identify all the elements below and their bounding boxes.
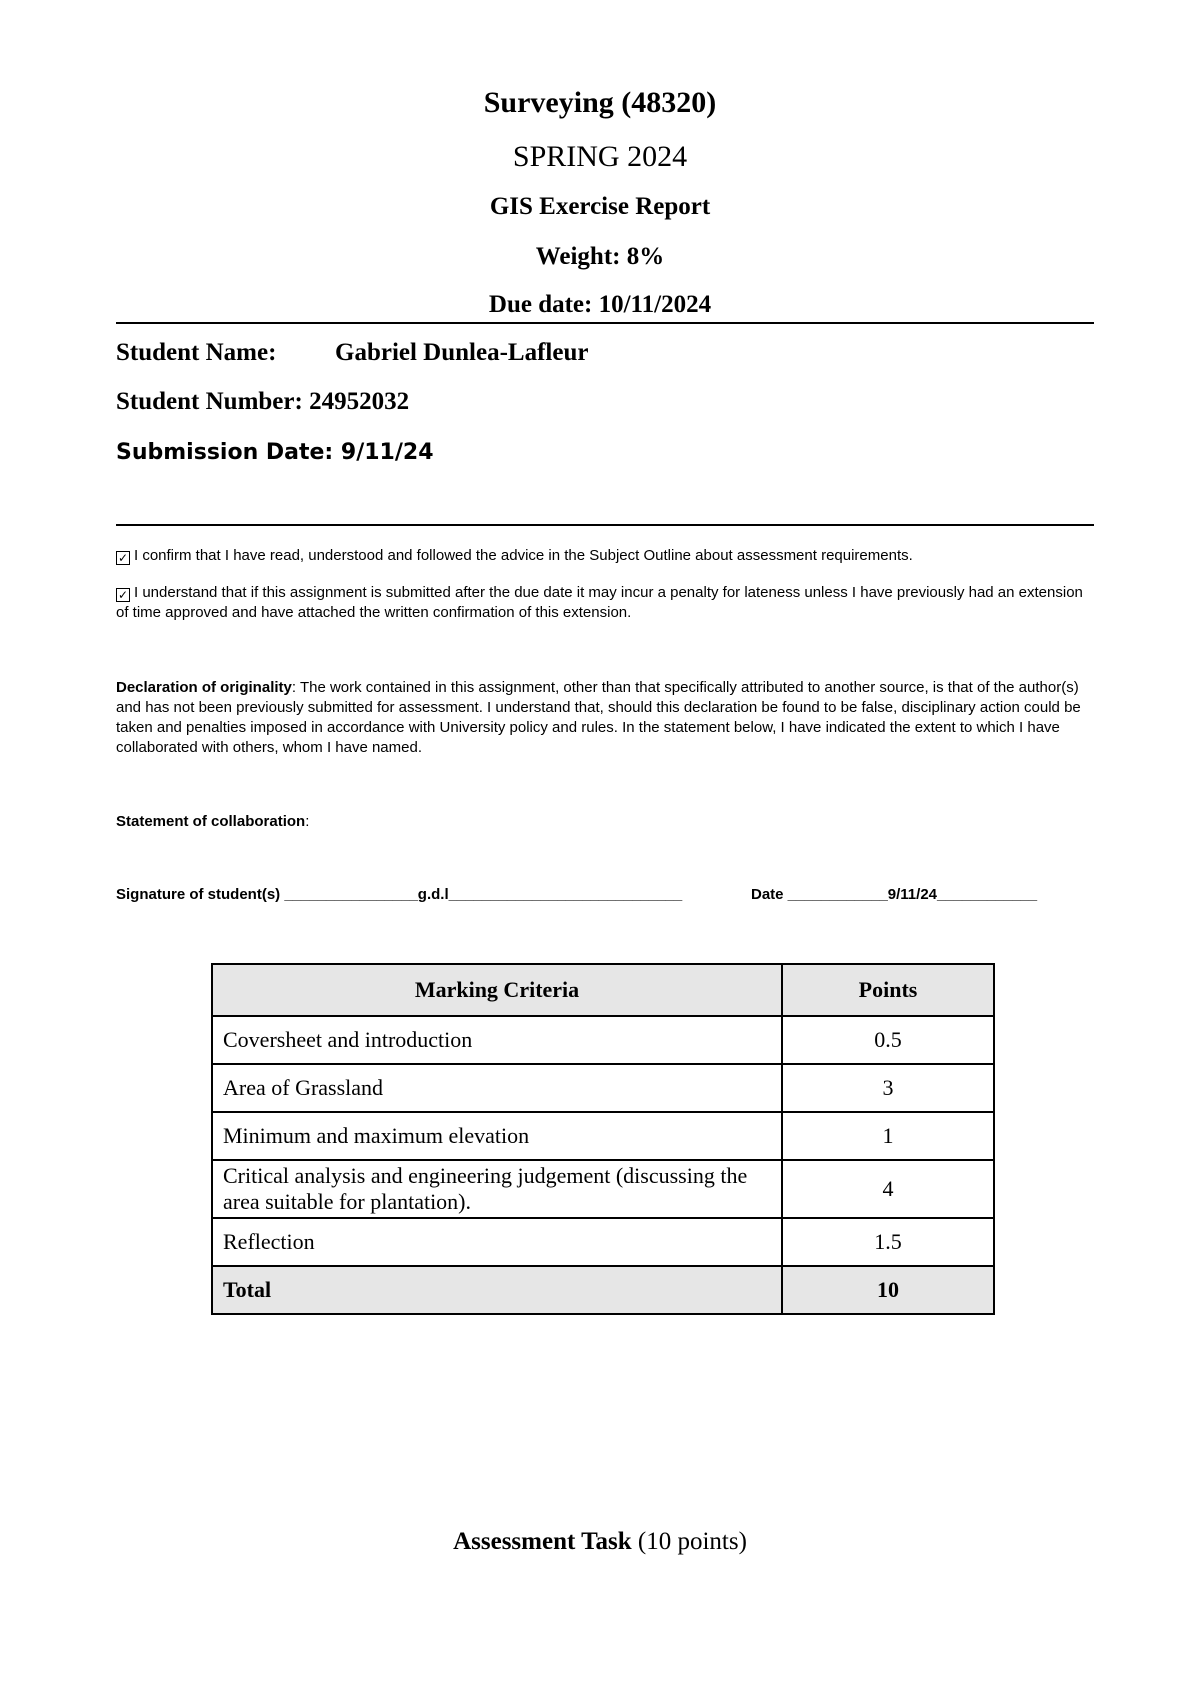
declaration-of-originality [116,678,1094,758]
marking-criteria-table [211,963,995,1315]
checked-box-icon: ✓ [117,588,129,602]
confirm-outline-text: I confirm that I have read, understood and followed the advice in the Subject Outline about assessment requirements. [134,547,913,564]
signature-date: Date ____________9/11/24____________ [751,886,1038,903]
points-cell: 1.5 [782,1218,994,1266]
collaboration-colon: : [305,813,310,830]
student-name-label: Student Name: [116,339,277,366]
collaboration-label: Statement of collaboration [116,813,306,830]
assessment-task-label: Assessment Task [453,1528,632,1555]
criteria-cell: Reflection [212,1218,782,1266]
table-row [212,1112,994,1160]
student-number: Student Number: 24952032 [116,388,410,415]
points-cell: 4 [782,1160,994,1218]
report-title: GIS Exercise Report [489,193,711,220]
table-total-row [212,1266,994,1314]
criteria-cell: Minimum and maximum elevation [212,1112,782,1160]
table-row [212,1064,994,1112]
criteria-header: Marking Criteria [212,964,782,1016]
table-row [212,1160,994,1218]
declaration-label: Declaration of originality [116,679,292,696]
total-label: Total [212,1266,782,1314]
lateness-penalty-text: I understand that if this assignment is submitted after the due date it may incur a penalty for lateness unless I have previously had an extension of time approved and have attached the written confirmation of this extension. [116,584,1083,621]
signature-row [116,885,1094,905]
semester: SPRING 2024 [512,140,688,173]
course-title: Surveying (48320) [483,86,717,119]
divider-top [116,322,1094,324]
signature-line: Signature of student(s) ________________g.d.l____________________________ [116,886,683,903]
assessment-task-heading [0,1528,1200,1556]
submission-date: Submission Date: 9/11/24 [116,440,434,465]
table-header-row [212,964,994,1016]
confirm-outline-check [116,546,1094,566]
points-cell: 1 [782,1112,994,1160]
points-cell: 0.5 [782,1016,994,1064]
due-date: Due date: 10/11/2024 [488,291,712,318]
points-cell: 3 [782,1064,994,1112]
divider-bottom [116,524,1094,526]
checked-box-icon: ✓ [117,551,129,565]
student-name-row [116,339,589,367]
table-row [212,1218,994,1266]
lateness-penalty-check [116,583,1094,623]
assessment-task-points: (10 points) [631,1528,747,1555]
statement-of-collaboration [116,812,1094,832]
criteria-cell: Area of Grassland [212,1064,782,1112]
points-header: Points [782,964,994,1016]
criteria-cell: Coversheet and introduction [212,1016,782,1064]
total-points: 10 [782,1266,994,1314]
student-name-value: Gabriel Dunlea-Lafleur [335,339,589,366]
table-row [212,1016,994,1064]
declaration-text: : The work contained in this assignment, other than that specifically attributed to another source, is that of the author(s) and has not been previously submitted for assessment. I understand that, should this declaration be found to be false, disciplinary action could be taken and penalties imposed in accordance with University policy and rules. In the statement below, I have indicated the extent to which I have collaborated with others, whom I have named. [116,679,1081,756]
weight: Weight: 8% [535,243,665,270]
criteria-cell: Critical analysis and engineering judgement (discussing the area suitable for plantation). [212,1160,782,1218]
